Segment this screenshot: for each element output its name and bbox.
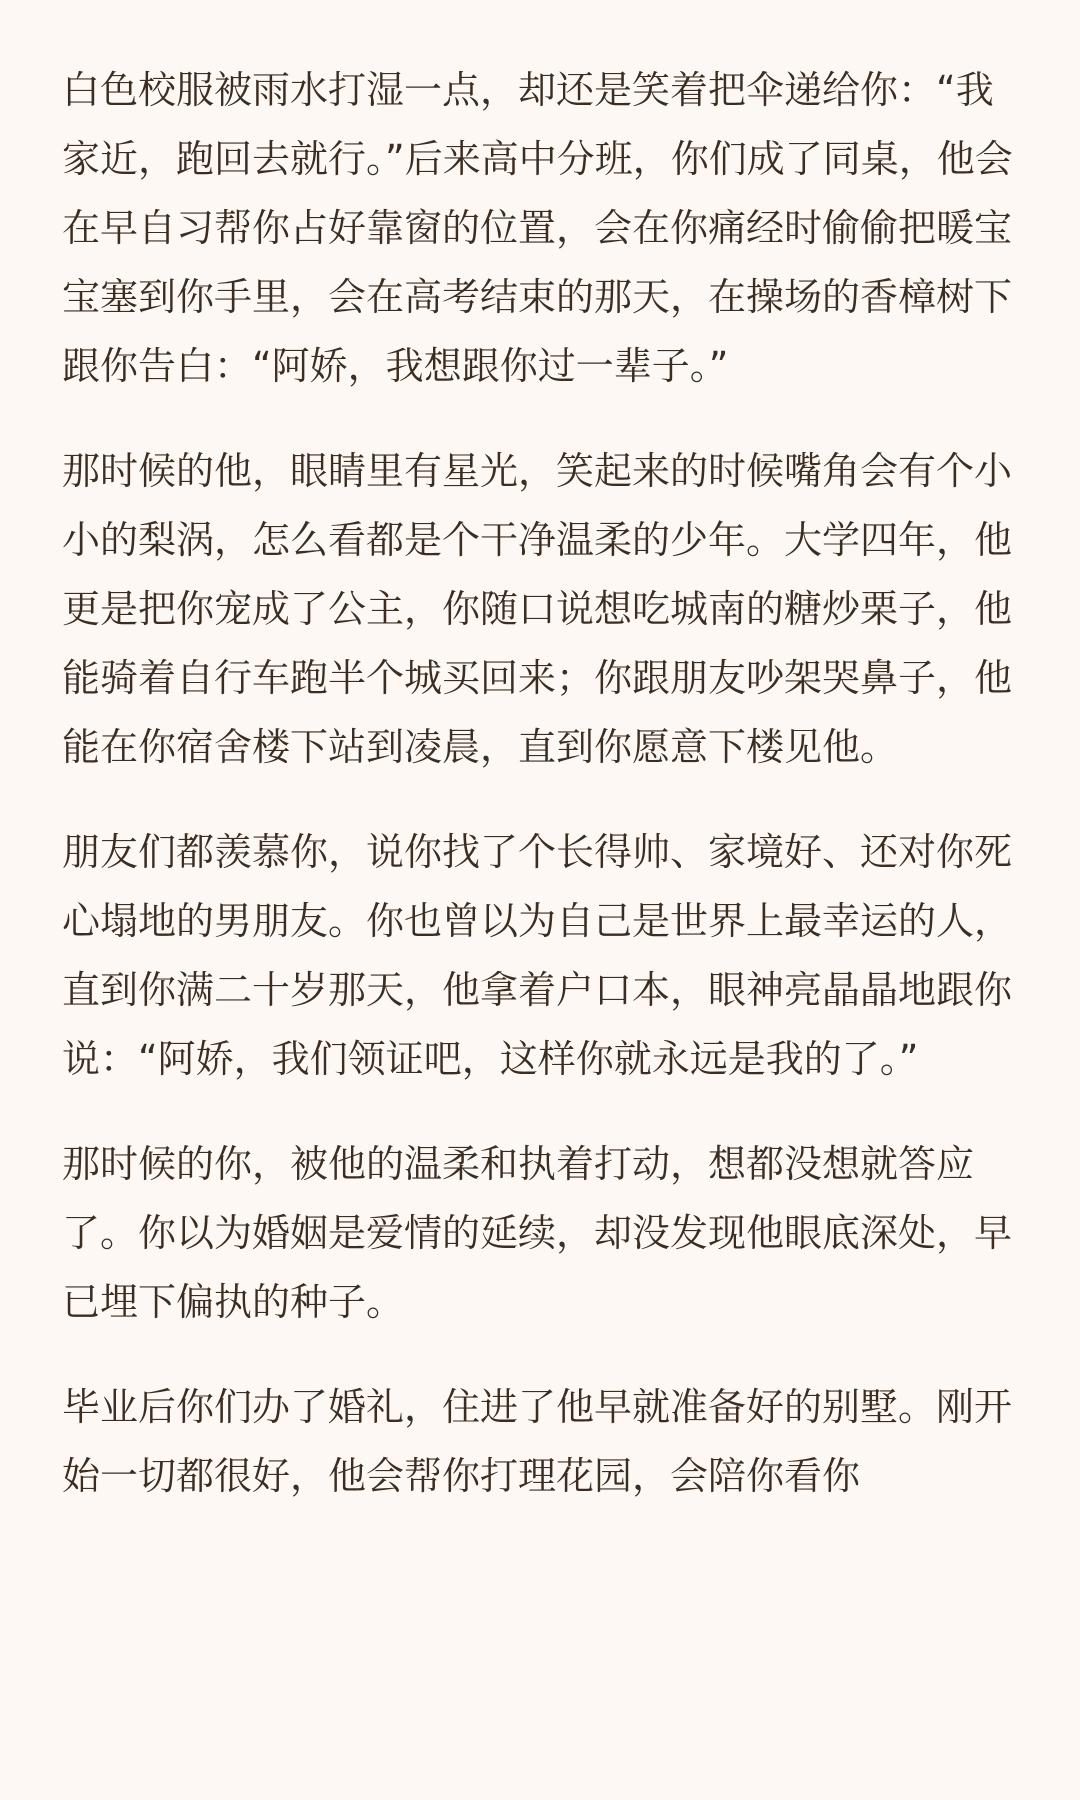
paragraph: 那时候的他，眼睛里有星光，笑起来的时候嘴角会有个小小的梨涡，怎么看都是个干净温柔的少年。大学四年，他更是把你宠成了公主，你随口说想吃城南的糖炒栗子，他能骑着自行车跑半个城买回来；你跟朋友吵架哭鼻子，他能在你宿舍楼下站到凌晨，直到你愿意下楼见他。: [62, 449, 1013, 769]
paragraph: 朋友们都羡慕你，说你找了个长得帅、家境好、还对你死心塌地的男朋友。你也曾以为自己是世界上最幸运的人，直到你满二十岁那天，他拿着户口本，眼神亮晶晶地跟你说：“阿娇，我们领证吧，这样你就永远是我的了。”: [62, 830, 1013, 1081]
article-body: [62, 56, 1022, 1547]
paragraph: 那时候的你，被他的温柔和执着打动，想都没想就答应了。你以为婚姻是爱情的延续，却没发现他眼底深处，早已埋下偏执的种子。: [62, 1142, 1013, 1324]
paragraph: 毕业后你们办了婚礼，住进了他早就准备好的别墅。刚开始一切都很好，他会帮你打理花园，会陪你看你: [62, 1385, 1013, 1498]
paragraph: 白色校服被雨水打湿一点，却还是笑着把伞递给你：“我家近，跑回去就行。”后来高中分班，你们成了同桌，他会在早自习帮你占好靠窗的位置，会在你痛经时偷偷把暖宝宝塞到你手里，会在高考结束的那天，在操场的香樟树下跟你告白：“阿娇，我想跟你过一辈子。”: [62, 68, 1013, 388]
